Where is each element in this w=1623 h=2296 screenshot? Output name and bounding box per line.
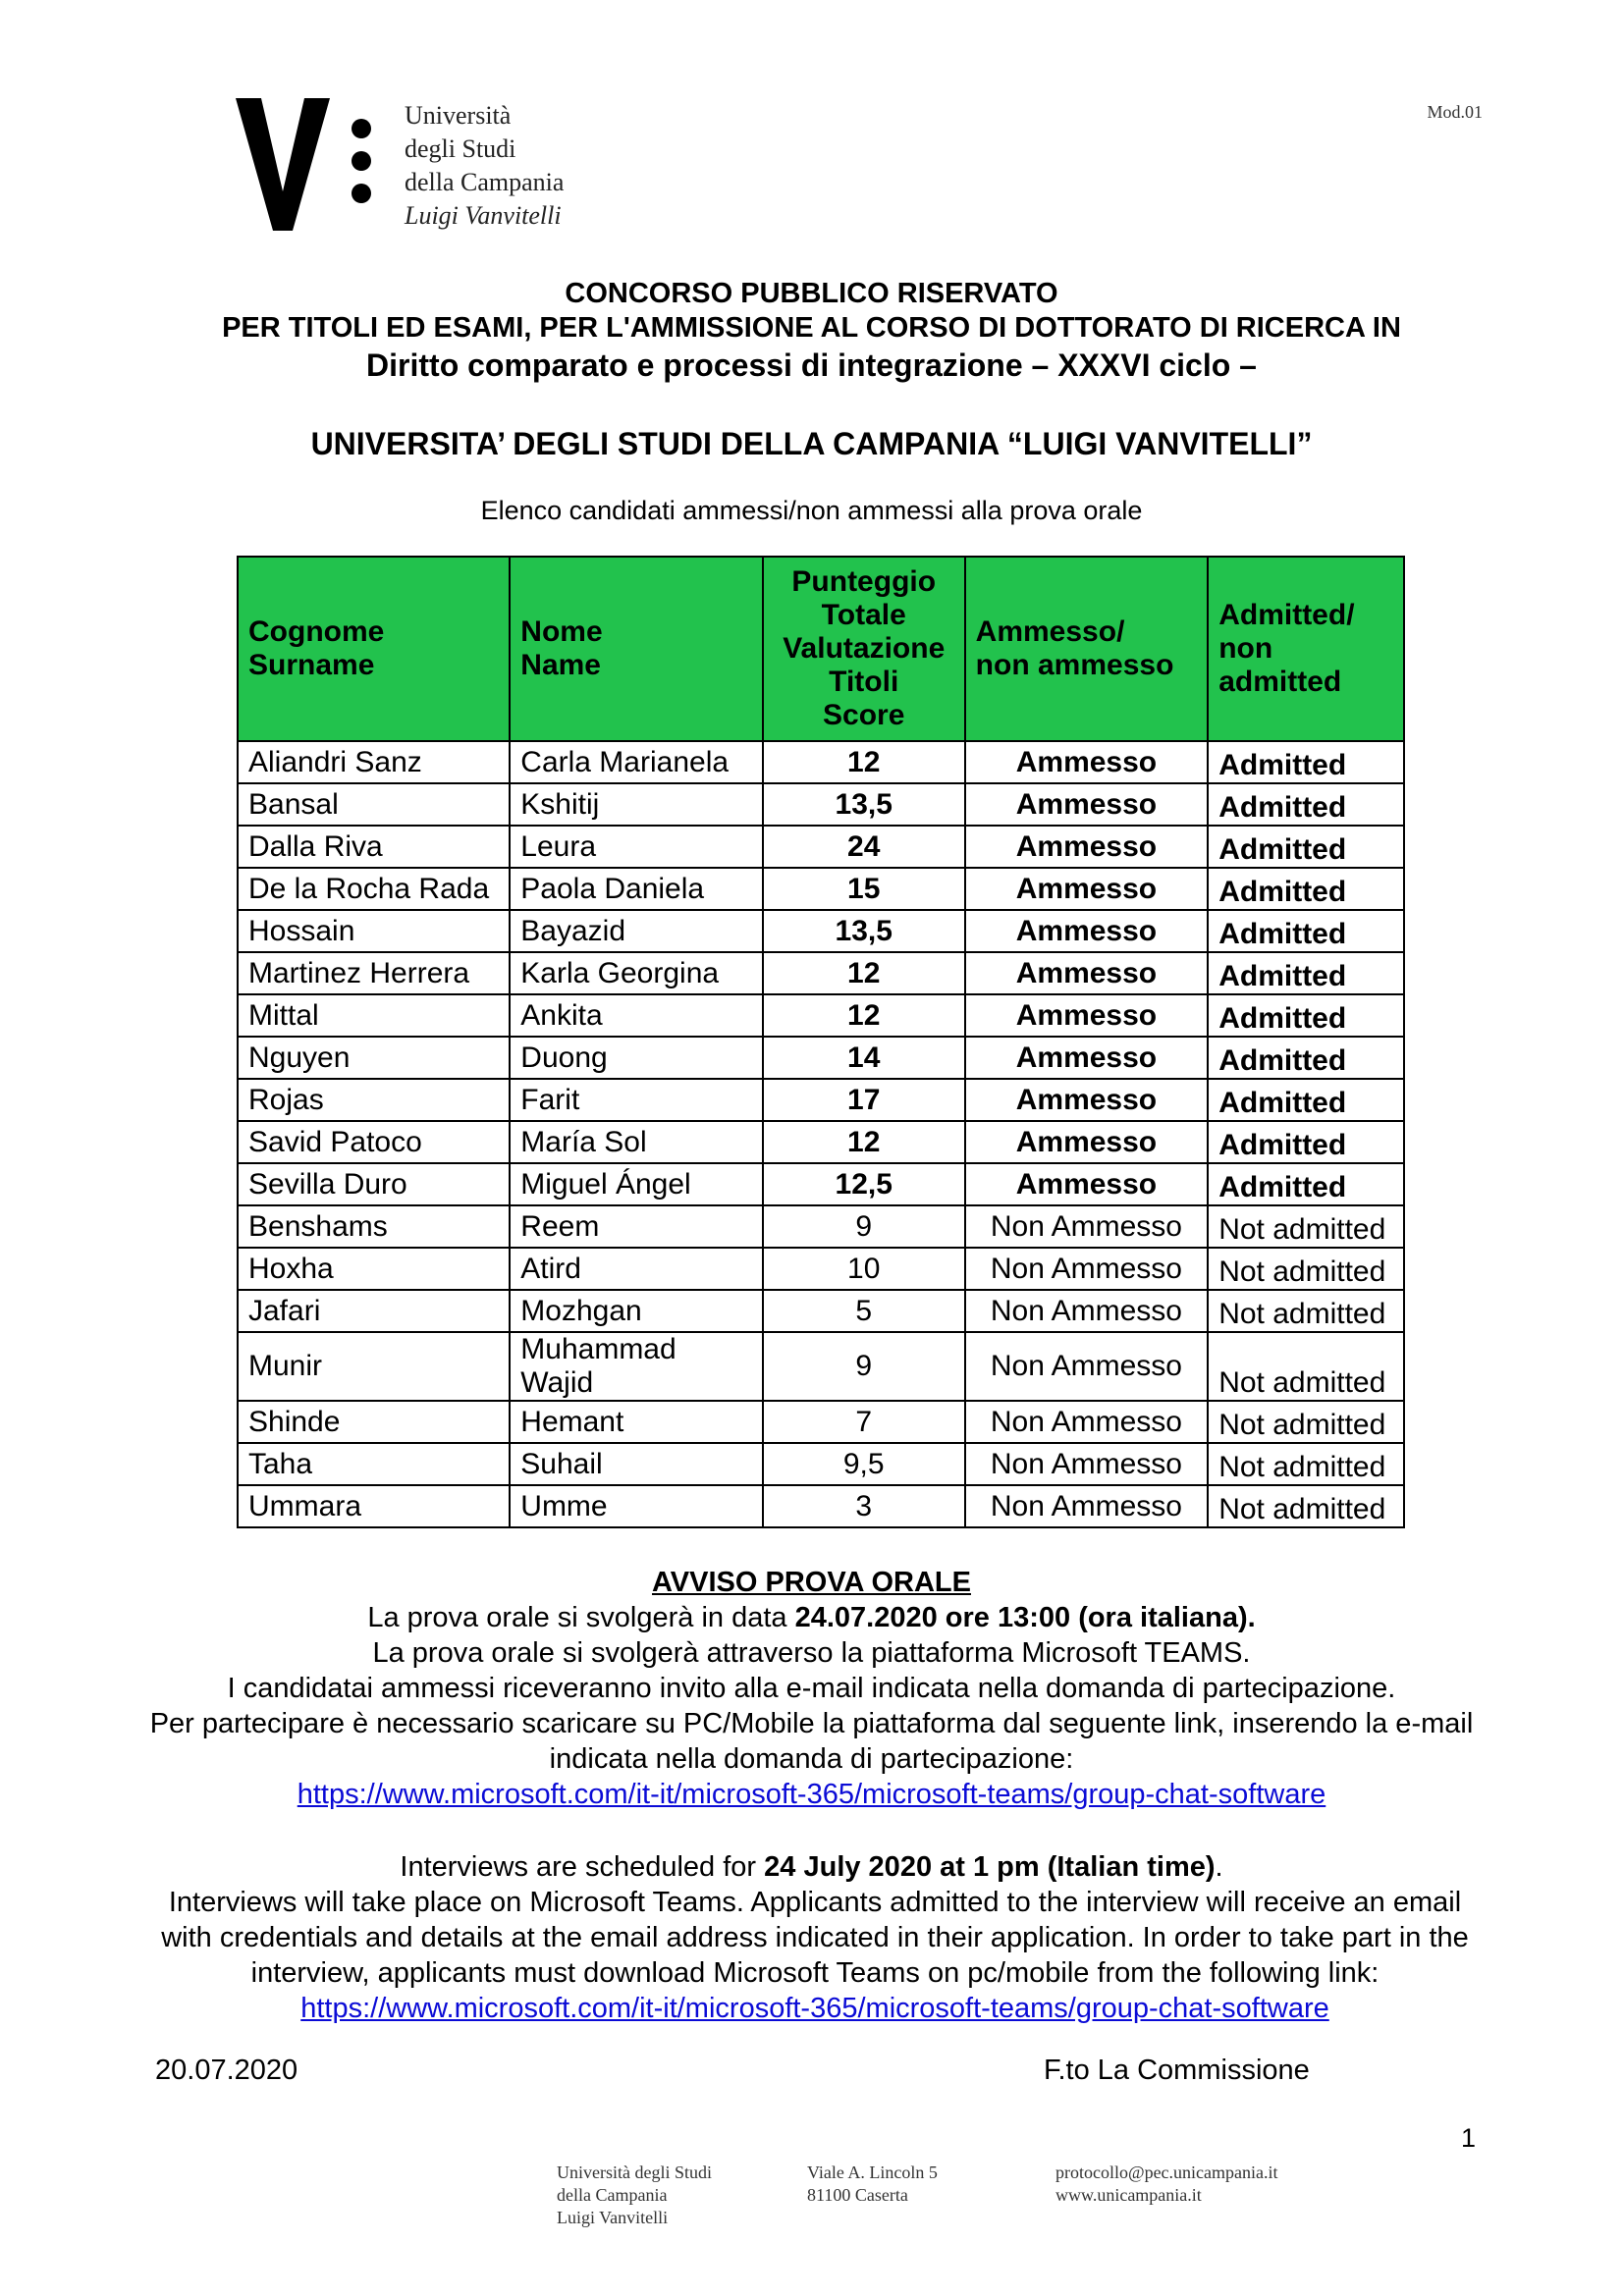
cell-score: 9 bbox=[763, 1332, 965, 1401]
table-row bbox=[238, 1037, 1404, 1079]
cell-status: Ammesso bbox=[965, 868, 1209, 910]
cell-status: Non Ammesso bbox=[965, 1205, 1209, 1248]
cell-score: 14 bbox=[763, 1037, 965, 1079]
signature: F.to La Commissione bbox=[1044, 2055, 1310, 2086]
logo-line: Luigi Vanvitelli bbox=[405, 201, 562, 230]
header-surname bbox=[238, 557, 510, 741]
header-name bbox=[510, 557, 763, 741]
cell-status: Ammesso bbox=[965, 783, 1209, 826]
page-number: 1 bbox=[1461, 2123, 1477, 2153]
header-score bbox=[763, 557, 965, 741]
cell-status: Ammesso bbox=[965, 952, 1209, 994]
footer-line: Luigi Vanvitelli bbox=[557, 2208, 669, 2227]
cell-status: Non Ammesso bbox=[965, 1332, 1209, 1401]
title-line-3: Diritto comparato e processi di integrazione – XXXVI ciclo – bbox=[366, 347, 1257, 383]
subtitle: Elenco candidati ammessi/non ammessi alla prova orale bbox=[480, 496, 1143, 525]
cell-status: Non Ammesso bbox=[965, 1401, 1209, 1443]
cell-name: Mozhgan bbox=[510, 1290, 763, 1332]
table-row bbox=[238, 1205, 1404, 1248]
cell-name: Bayazid bbox=[510, 910, 763, 952]
document-date: 20.07.2020 bbox=[155, 2055, 298, 2086]
university-name bbox=[405, 99, 564, 233]
header-text: non bbox=[1218, 632, 1273, 665]
cell-surname: Martinez Herrera bbox=[238, 952, 510, 994]
cell-status: Non Ammesso bbox=[965, 1290, 1209, 1332]
teams-link[interactable]: https://www.microsoft.com/it-it/microsoft-365/microsoft-teams/group-chat-software bbox=[297, 1779, 1326, 1810]
cell-surname: Savid Patoco bbox=[238, 1121, 510, 1163]
notice-text: La prova orale si svolgerà in data bbox=[367, 1602, 795, 1633]
module-code: Mod.01 bbox=[1427, 102, 1483, 122]
cell-status-en: Admitted bbox=[1208, 1079, 1404, 1121]
footer-line: Viale A. Lincoln 5 bbox=[807, 2163, 938, 2182]
cell-status: Non Ammesso bbox=[965, 1485, 1209, 1527]
cell-status: Ammesso bbox=[965, 1079, 1209, 1121]
cell-surname: De la Rocha Rada bbox=[238, 868, 510, 910]
notice-english bbox=[157, 1849, 1473, 2026]
cell-status-en: Not admitted bbox=[1208, 1443, 1404, 1485]
header-text: Surname bbox=[248, 649, 375, 681]
footer-address-1 bbox=[557, 2162, 712, 2229]
table-row bbox=[238, 994, 1404, 1037]
cell-surname: Hossain bbox=[238, 910, 510, 952]
cell-name: Paola Daniela bbox=[510, 868, 763, 910]
notice-text: . bbox=[1215, 1851, 1223, 1883]
cell-surname: Rojas bbox=[238, 1079, 510, 1121]
cell-status-en: Admitted bbox=[1208, 994, 1404, 1037]
cell-status-en: Admitted bbox=[1208, 741, 1404, 783]
notice-italian bbox=[0, 1600, 1623, 1812]
header-text: Totale bbox=[821, 599, 906, 631]
footer-website[interactable]: www.unicampania.it bbox=[1055, 2185, 1202, 2205]
university-logo-icon bbox=[236, 98, 398, 231]
header-status bbox=[965, 557, 1209, 741]
footer-address-2 bbox=[807, 2162, 938, 2207]
cell-name: Karla Georgina bbox=[510, 952, 763, 994]
cell-status-en: Admitted bbox=[1208, 1121, 1404, 1163]
cell-name: Ankita bbox=[510, 994, 763, 1037]
cell-surname: Hoxha bbox=[238, 1248, 510, 1290]
cell-score: 9,5 bbox=[763, 1443, 965, 1485]
cell-status: Ammesso bbox=[965, 826, 1209, 868]
notice-line: La prova orale si svolgerà attraverso la piattaforma Microsoft TEAMS. bbox=[372, 1637, 1251, 1669]
cell-name: Farit bbox=[510, 1079, 763, 1121]
cell-status-en: Not admitted bbox=[1208, 1205, 1404, 1248]
cell-status: Non Ammesso bbox=[965, 1248, 1209, 1290]
table-row bbox=[238, 1163, 1404, 1205]
candidates-table bbox=[237, 556, 1405, 1528]
table-row bbox=[238, 1121, 1404, 1163]
logo-line: della Campania bbox=[405, 168, 565, 196]
cell-name: Carla Marianela bbox=[510, 741, 763, 783]
cell-score: 3 bbox=[763, 1485, 965, 1527]
table-body bbox=[238, 741, 1404, 1527]
cell-score: 9 bbox=[763, 1205, 965, 1248]
cell-name: María Sol bbox=[510, 1121, 763, 1163]
cell-name: Kshitij bbox=[510, 783, 763, 826]
table-row bbox=[238, 783, 1404, 826]
notice-line: I candidatai ammessi riceveranno invito alla e-mail indicata nella domanda di partecipazione. bbox=[227, 1673, 1396, 1704]
cell-status-en: Admitted bbox=[1208, 910, 1404, 952]
cell-name: Umme bbox=[510, 1485, 763, 1527]
header-text: Ammesso/ bbox=[975, 615, 1125, 648]
table-header-row bbox=[238, 557, 1404, 741]
title-line-4: UNIVERSITA’ DEGLI STUDI DELLA CAMPANIA “LUIGI VANVITELLI” bbox=[310, 426, 1313, 461]
header-text: non ammesso bbox=[975, 649, 1174, 681]
cell-status: Ammesso bbox=[965, 741, 1209, 783]
cell-score: 15 bbox=[763, 868, 965, 910]
header-text: Admitted/ bbox=[1218, 599, 1355, 631]
notice-date-en: 24 July 2020 at 1 pm (Italian time) bbox=[764, 1851, 1216, 1883]
table-row bbox=[238, 1332, 1404, 1401]
cell-status-en: Admitted bbox=[1208, 868, 1404, 910]
cell-status-en: Not admitted bbox=[1208, 1485, 1404, 1527]
cell-name: Atird bbox=[510, 1248, 763, 1290]
cell-status-en: Not admitted bbox=[1208, 1248, 1404, 1290]
cell-surname: Nguyen bbox=[238, 1037, 510, 1079]
cell-score: 7 bbox=[763, 1401, 965, 1443]
notice-line: Per partecipare è necessario scaricare su PC/Mobile la piattaforma dal seguente link, inserendo la e-mail indicata nella domanda di partecipazione: bbox=[149, 1708, 1474, 1775]
cell-status-en: Admitted bbox=[1208, 1037, 1404, 1079]
cell-surname: Aliandri Sanz bbox=[238, 741, 510, 783]
cell-name: Leura bbox=[510, 826, 763, 868]
cell-surname: Benshams bbox=[238, 1205, 510, 1248]
cell-name: Duong bbox=[510, 1037, 763, 1079]
notice-text: Interviews are scheduled for bbox=[400, 1851, 765, 1883]
header-text: admitted bbox=[1218, 666, 1342, 698]
cell-status-en: Not admitted bbox=[1208, 1401, 1404, 1443]
cell-status-en: Not admitted bbox=[1208, 1332, 1404, 1401]
notice-date: 24.07.2020 ore 13:00 (ora italiana). bbox=[794, 1602, 1256, 1633]
cell-status: Ammesso bbox=[965, 994, 1209, 1037]
header-text: Score bbox=[823, 699, 905, 731]
cell-score: 24 bbox=[763, 826, 965, 868]
cell-status-en: Admitted bbox=[1208, 826, 1404, 868]
cell-name: Hemant bbox=[510, 1401, 763, 1443]
title-line-2: PER TITOLI ED ESAMI, PER L'AMMISSIONE AL CORSO DI DOTTORATO DI RICERCA IN bbox=[222, 312, 1401, 344]
header-text: Valutazione bbox=[783, 632, 946, 665]
header-status-en bbox=[1208, 557, 1404, 741]
cell-status-en: Not admitted bbox=[1208, 1290, 1404, 1332]
cell-status: Ammesso bbox=[965, 910, 1209, 952]
footer-contacts bbox=[1055, 2162, 1278, 2207]
cell-score: 12 bbox=[763, 741, 965, 783]
cell-score: 12 bbox=[763, 1121, 965, 1163]
cell-score: 12,5 bbox=[763, 1163, 965, 1205]
cell-status: Ammesso bbox=[965, 1037, 1209, 1079]
header-text: Name bbox=[520, 649, 601, 681]
cell-name: Muhammad Wajid bbox=[510, 1332, 763, 1401]
cell-surname: Taha bbox=[238, 1443, 510, 1485]
cell-status-en: Admitted bbox=[1208, 783, 1404, 826]
table-row bbox=[238, 741, 1404, 783]
table-row bbox=[238, 1401, 1404, 1443]
cell-surname: Dalla Riva bbox=[238, 826, 510, 868]
cell-surname: Sevilla Duro bbox=[238, 1163, 510, 1205]
notice-text: Interviews will take place on Microsoft Teams. Applicants admitted to the interview will receive an email with credentials and details at the email address indicated in their application. In order to take part in the interview, applicants must download Microsoft Teams on pc/mobile from the following link: bbox=[161, 1887, 1469, 1989]
cell-surname: Bansal bbox=[238, 783, 510, 826]
cell-score: 12 bbox=[763, 952, 965, 994]
cell-score: 17 bbox=[763, 1079, 965, 1121]
logo-line: Università bbox=[405, 101, 512, 130]
header-text: Nome bbox=[520, 615, 603, 648]
title-line-1: CONCORSO PUBBLICO RISERVATO bbox=[565, 278, 1058, 309]
cell-surname: Ummara bbox=[238, 1485, 510, 1527]
table-row bbox=[238, 1290, 1404, 1332]
cell-status-en: Admitted bbox=[1208, 952, 1404, 994]
cell-score: 13,5 bbox=[763, 783, 965, 826]
footer-line: Università degli Studi bbox=[557, 2163, 712, 2182]
table-row bbox=[238, 826, 1404, 868]
footer-email[interactable]: protocollo@pec.unicampania.it bbox=[1055, 2163, 1278, 2182]
header-text: Punteggio bbox=[791, 565, 937, 598]
cell-status: Ammesso bbox=[965, 1163, 1209, 1205]
notice-line bbox=[0, 1849, 1623, 1885]
teams-link-en[interactable]: https://www.microsoft.com/it-it/microsoft-365/microsoft-teams/group-chat-software bbox=[300, 1993, 1329, 2024]
table-row bbox=[238, 1079, 1404, 1121]
cell-status: Non Ammesso bbox=[965, 1443, 1209, 1485]
table-row bbox=[238, 1443, 1404, 1485]
table-row bbox=[238, 952, 1404, 994]
notice-title: AVVISO PROVA ORALE bbox=[652, 1567, 971, 1598]
cell-score: 12 bbox=[763, 994, 965, 1037]
table-row bbox=[238, 1248, 1404, 1290]
header-text: Titoli bbox=[829, 666, 899, 698]
footer-line: 81100 Caserta bbox=[807, 2185, 908, 2205]
cell-name: Miguel Ángel bbox=[510, 1163, 763, 1205]
cell-surname: Shinde bbox=[238, 1401, 510, 1443]
notice-line bbox=[0, 1600, 1623, 1635]
cell-status-en: Admitted bbox=[1208, 1163, 1404, 1205]
notice-paragraph bbox=[157, 1885, 1473, 2026]
cell-score: 5 bbox=[763, 1290, 965, 1332]
table-row bbox=[238, 1485, 1404, 1527]
table-row bbox=[238, 868, 1404, 910]
logo-line: degli Studi bbox=[405, 134, 516, 163]
table-row bbox=[238, 910, 1404, 952]
cell-score: 13,5 bbox=[763, 910, 965, 952]
footer-line: della Campania bbox=[557, 2185, 668, 2205]
cell-name: Reem bbox=[510, 1205, 763, 1248]
cell-status: Ammesso bbox=[965, 1121, 1209, 1163]
cell-score: 10 bbox=[763, 1248, 965, 1290]
cell-surname: Munir bbox=[238, 1332, 510, 1401]
cell-surname: Jafari bbox=[238, 1290, 510, 1332]
cell-surname: Mittal bbox=[238, 994, 510, 1037]
cell-name: Suhail bbox=[510, 1443, 763, 1485]
header-text: Cognome bbox=[248, 615, 385, 648]
